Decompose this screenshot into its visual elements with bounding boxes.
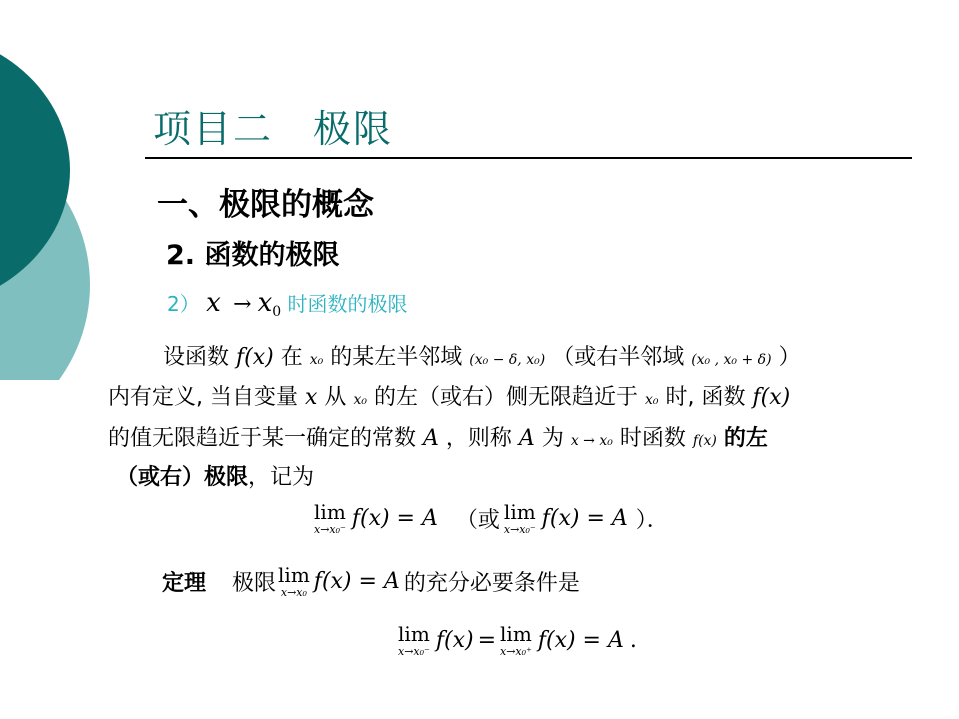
text: 内有定义, 当自变量 <box>108 385 298 410</box>
decorative-circles <box>0 0 120 380</box>
lim-operator <box>314 502 346 535</box>
math-right-interval: (x₀ , x₀ + δ) <box>691 352 772 368</box>
text: 时, 函数 <box>665 385 746 410</box>
lim-subscript: x→x₀⁻ <box>314 523 346 536</box>
lim-operator <box>398 624 430 657</box>
formula-left-limit <box>314 502 669 535</box>
math-condition: x → x₀ <box>570 433 613 449</box>
text: . <box>629 628 637 653</box>
paragraph-line-2 <box>108 380 790 411</box>
lim-operator <box>504 502 536 535</box>
text: 的值无限趋近于某一确定的常数 <box>108 426 417 451</box>
text: 从 <box>324 385 347 410</box>
text: （或右）极限 <box>116 465 249 490</box>
math-fx: f(x) <box>236 345 274 370</box>
lim-subscript: x→x₀ <box>280 586 307 599</box>
title-divider <box>145 157 912 159</box>
lim-text: lim <box>314 500 346 524</box>
text: 极限 <box>232 571 277 596</box>
text: ） <box>778 345 801 370</box>
theorem-label: 定理 <box>162 571 207 596</box>
text: 的某左半邻域 <box>330 345 463 370</box>
lim-operator <box>278 565 310 598</box>
title-part2: 极限 <box>313 107 394 151</box>
expression <box>436 628 474 653</box>
subsection-marker: 2） <box>167 292 200 316</box>
lim-operator <box>500 624 532 657</box>
theorem <box>162 565 580 598</box>
cond-arrow: → <box>233 292 252 317</box>
expression <box>542 506 628 531</box>
equals-sign: = <box>477 628 496 653</box>
text: 为 <box>541 426 564 451</box>
text: 的左（或右）侧无限趋近于 <box>373 385 638 410</box>
lim-text: lim <box>500 622 532 646</box>
cond-sub: 0 <box>272 304 282 320</box>
text: ）． <box>635 508 669 533</box>
cond-x0: x <box>257 288 273 318</box>
subsection-title <box>167 288 408 320</box>
paragraph-line-3 <box>108 421 768 452</box>
text: 设函数 <box>163 345 230 370</box>
lim-subscript: x→x₀⁺ <box>500 645 532 658</box>
math-A: A <box>518 426 535 451</box>
expression <box>314 569 400 594</box>
section-heading: 一、极限的概念 <box>157 187 374 223</box>
lim-subscript: x→x₀⁻ <box>503 523 536 536</box>
formula-equality <box>398 624 637 657</box>
subsection-text: 时函数的极限 <box>287 292 408 316</box>
text: ，记为 <box>248 465 315 490</box>
math-x: x <box>305 385 318 410</box>
title-part1: 项目二 <box>153 107 274 151</box>
expr-text: f(x) <box>435 628 474 653</box>
paragraph-line-4 <box>116 460 314 491</box>
expr-text: f(x) = A <box>537 628 624 653</box>
expression <box>352 506 438 531</box>
expr-text: f(x) = A <box>313 569 400 594</box>
math-A: A <box>423 426 439 451</box>
cond-x: x <box>206 288 221 318</box>
text: ，则称 <box>445 426 512 451</box>
math-x0: x₀ <box>309 352 324 368</box>
math-left-interval: (x₀ − δ, x₀) <box>469 352 546 368</box>
lim-subscript: x→x₀⁻ <box>398 645 430 658</box>
expr-text: f(x) = A <box>351 506 438 531</box>
math-fx: f(x) <box>692 433 717 449</box>
text: 的左 <box>723 426 768 451</box>
slide-title <box>153 98 393 153</box>
text: 在 <box>280 345 303 370</box>
paragraph-line-1 <box>163 340 801 371</box>
expression <box>538 628 624 653</box>
lim-text: lim <box>398 622 430 646</box>
subsection-heading: 2. 函数的极限 <box>166 240 340 271</box>
lim-text: lim <box>503 500 536 524</box>
math-x0: x₀ <box>644 392 659 408</box>
expr-text: f(x) = A <box>541 506 628 531</box>
text: 时函数 <box>619 426 686 451</box>
text: （或右半邻域 <box>552 345 685 370</box>
text: 的充分必要条件是 <box>403 571 580 596</box>
text: （或 <box>455 508 500 533</box>
math-fx: f(x) <box>752 385 791 410</box>
lim-text: lim <box>278 563 310 587</box>
math-x0: x₀ <box>353 392 367 408</box>
